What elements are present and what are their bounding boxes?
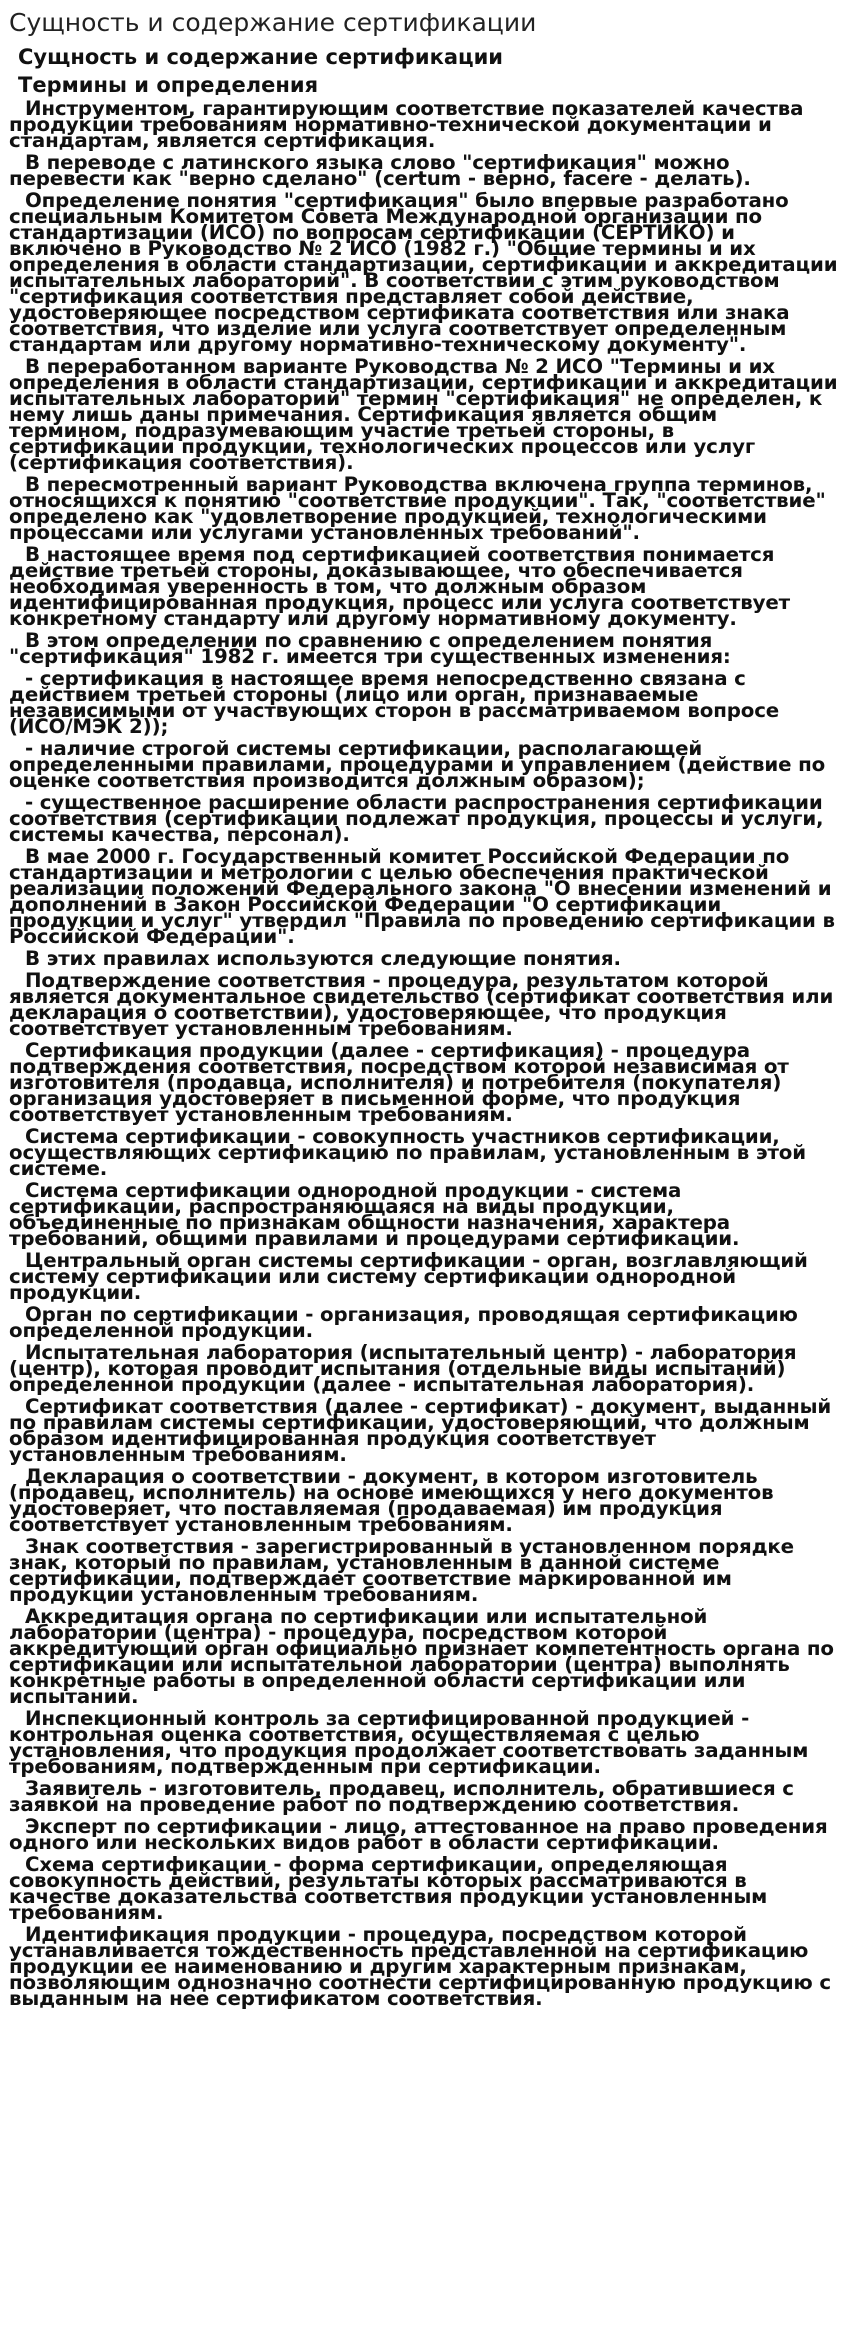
- paragraph: В этом определении по сравнению с определением понятия "сертификация" 1982 г. имеется три существенных изменения:: [9, 629, 731, 668]
- paragraph: Определение понятия "сертификация" было впервые разработано специальным Комитетом Совета Международной организации по стандартизации (ИСО) по вопросам сертификации (СЕРТИКО) и включено в Руководство № 2 ИСО (1982 г.) "Общие термины и их определения в области стандартизации, сертификации и аккредитации испытательных лабораторий". В соответствии с этим руководством "сертификация соответствия представляет собой действие, удостоверяющее посредством сертификата соответствия или знака соответствия, что изделие или услуга соответствует определенным стандартам или другому нормативно-техническому документу".: [9, 189, 838, 356]
- paragraph: Система сертификации - совокупность участников сертификации, осуществляющих сертификацию по правилам, установленным в этой системе.: [9, 1125, 806, 1180]
- paragraph: Инструментом, гарантирующим соответствие показателей качества продукции требованиям нормативно-технической документации и стандартам, является сертификация.: [9, 97, 804, 152]
- paragraph: Система сертификации однородной продукции - система сертификации, распространяющаяся на виды продукции, объединенные по признакам общности назначения, характера требований, общими правилами и процедурами сертификации.: [9, 1179, 740, 1250]
- paragraph: Инспекционный контроль за сертифицированной продукцией - контрольная оценка соответствия, осуществляемая с целью установления, что продукция продолжает соответствовать заданным требованиям, подтвержденным при сертификации.: [9, 1707, 809, 1778]
- window-title: Сущность и содержание сертификации: [9, 8, 537, 37]
- paragraph: - сертификация в настоящее время непосредственно связана с действием третьей стороны (лицо или орган, признаваемые независимыми от участвующих сторон в рассматриваемом вопросе (ИСО/МЭК 2));: [9, 667, 780, 738]
- paragraph: - наличие строгой системы сертификации, располагающей определенными правилами, процедурами и управлением (действие по оценке соответствия производится должным образом);: [9, 737, 826, 792]
- paragraph: В пересмотренный вариант Руководства включена группа терминов, относящихся к понятию "соответствие продукции". Так, "соответствие" определено как "удовлетворение продукцией, технологическими процессами или услугами установленных требований".: [9, 473, 826, 544]
- paragraph: Центральный орган системы сертификации - орган, возглавляющий систему сертификации или систему сертификации однородной продукции.: [9, 1249, 808, 1304]
- paragraph: В переводе с латинского языка слово "сертификация" можно перевести как "верно сделано" (certum - верно, facere - делать).: [9, 151, 751, 190]
- paragraph: Сертификат соответствия (далее - сертификат) - документ, выданный по правилам системы сертификации, удостоверяющий, что должным образом идентифицированная продукция соответствует установленным требованиям.: [9, 1395, 832, 1466]
- paragraph: Аккредитация органа по сертификации или испытательной лаборатории (центра) - процедура, посредством которой аккредитующий орган официально признает компетентность органа по сертификации или испытательной лаборатории (центра) выполнять конкретные работы в определенной области сертификации или испытаний.: [9, 1605, 834, 1708]
- paragraph: Сертификация продукции (далее - сертификация) - процедура подтверждения соответствия, посредством которой независимая от изготовителя (продавца, исполнителя) и потребителя (покупателя) организация удостоверяет в письменной форме, что продукция соответствует установленным требованиям.: [9, 1039, 789, 1126]
- article-body: [9, 97, 839, 2010]
- paragraph: В этих правилах используются следующие понятия.: [25, 947, 621, 970]
- paragraph: Знак соответствия - зарегистрированный в установленном порядке знак, который по правилам, установленным в данной системе сертификации, подтверждает соответствие маркированной им продукции установленным требованиям.: [9, 1535, 794, 1606]
- paragraph: Подтверждение соответствия - процедура, результатом которой является документальное свидетельство (сертификат соответствия или декларация о соответствии), удостоверяющее, что продукция соответствует установленным требованиям.: [9, 969, 834, 1040]
- paragraph: Декларация о соответствии - документ, в котором изготовитель (продавец, исполнитель) на основе имеющихся у него документов удостоверяет, что поставляемая (продаваемая) им продукция соответствует установленным требованиям.: [9, 1465, 774, 1536]
- paragraph: Схема сертификации - форма сертификации, определяющая совокупность действий, результаты которых рассматриваются в качестве доказательства соответствия продукции установленным требованиям.: [9, 1853, 768, 1924]
- terms-subheading: Термины и определения: [18, 73, 319, 97]
- paragraph: Идентификация продукции - процедура, посредством которой устанавливается тождественность представленной на сертификацию продукции ее наименованию и другим характерным признакам, позволяющим однозначно соотнести сертифицированную продукцию с выданным на нее сертификатом соответствия.: [9, 1923, 831, 2010]
- paragraph: В мае 2000 г. Государственный комитет Российской Федерации по стандартизации и метрологии с целью обеспечения практической реализации положений Федерального закона "О внесении изменений и дополнений в Закон Российской Федерации "О сертификации продукции и услуг" утвердил "Правила по проведению сертификации в Российской Федерации".: [9, 845, 835, 948]
- paragraph: В настоящее время под сертификацией соответствия понимается действие третьей стороны, доказывающее, что обеспечивается необходимая уверенность в том, что должным образом идентифицированная продукция, процесс или услуга соответствует конкретному стандарту или другому нормативному документу.: [9, 543, 790, 630]
- paragraph: - существенное расширение области распространения сертификации соответствия (сертификации подлежат продукция, процессы и услуги, системы качества, персонал).: [9, 791, 824, 846]
- paragraph: Заявитель - изготовитель, продавец, исполнитель, обратившиеся с заявкой на проведение работ по подтверждению соответствия.: [9, 1777, 794, 1816]
- paragraph: В переработанном варианте Руководства № 2 ИСО "Термины и их определения в области стандартизации, сертификации и аккредитации испытательных лабораторий" термин "сертификация" не определен, к нему лишь даны примечания. Сертификация является общим термином, подразумевающим участие третьей стороны, в сертификации продукции, технологических процессов или услуг (сертификация соответствия).: [9, 355, 838, 474]
- article-heading: Сущность и содержание сертификации: [18, 45, 504, 69]
- paragraph: Эксперт по сертификации - лицо, аттестованное на право проведения одного или нескольких видов работ в области сертификации.: [9, 1815, 828, 1854]
- paragraph: Испытательная лаборатория (испытательный центр) - лаборатория (центр), которая проводит испытания (отдельные виды испытаний) определенной продукции (далее - испытательная лаборатория).: [9, 1341, 797, 1396]
- paragraph: Орган по сертификации - организация, проводящая сертификацию определенной продукции.: [9, 1303, 798, 1342]
